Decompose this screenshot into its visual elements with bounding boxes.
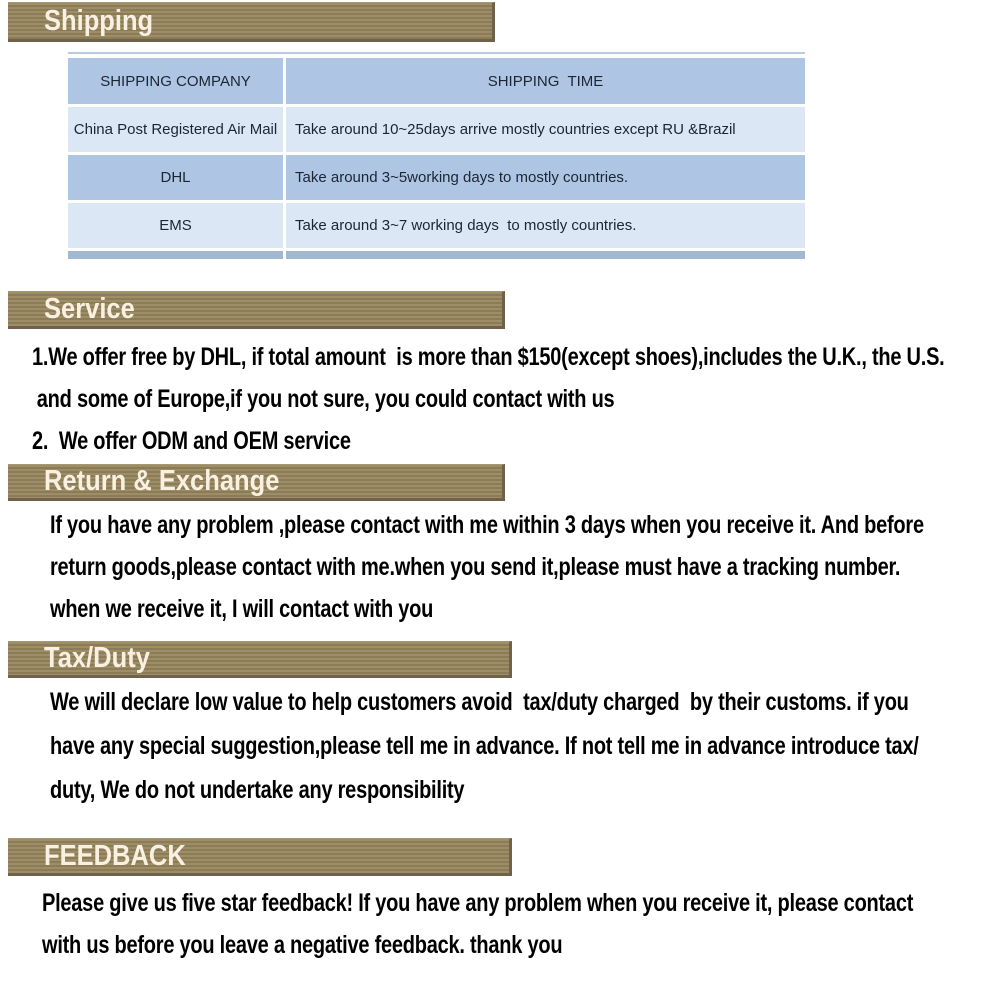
- tax-duty-text: [50, 680, 1000, 812]
- table-row: [68, 203, 805, 248]
- footer-strip-right: [286, 251, 805, 259]
- shipping-table-header-row: [68, 58, 805, 104]
- return-exchange-section-title: Return & Exchange: [44, 465, 280, 497]
- return-exchange-section-header: [8, 464, 505, 501]
- text-line: If you have any problem ,please contact with me within 3 days when you receive it. And before: [50, 511, 924, 539]
- shipping-time-cell: Take around 3~5working days to mostly countries.: [286, 155, 805, 200]
- text-line: with us before you leave a negative feedback. thank you: [42, 931, 563, 959]
- shipping-company-cell: EMS: [68, 203, 283, 248]
- text-line: duty, We do not undertake any responsibility: [50, 776, 465, 804]
- service-section-title: Service: [44, 292, 135, 325]
- shipping-company-header: SHIPPING COMPANY: [68, 58, 283, 104]
- shipping-table-footer-strip: [68, 251, 805, 259]
- shipping-table: [68, 52, 805, 259]
- feedback-section-header: [8, 838, 512, 876]
- feedback-text: [42, 882, 1000, 966]
- shipping-company-cell: China Post Registered Air Mail: [68, 107, 283, 152]
- shipping-time-header: SHIPPING TIME: [286, 58, 805, 104]
- shipping-section-header: [8, 2, 495, 42]
- text-line: and some of Europe,if you not sure, you could contact with us: [36, 385, 615, 413]
- text-line: 1.We offer free by DHL, if total amount is more than $150(except shoes),includes the U.K., the U.S.: [32, 343, 945, 371]
- feedback-section-title: FEEDBACK: [44, 839, 186, 872]
- text-line: when we receive it, I will contact with you: [50, 595, 434, 623]
- table-row: [68, 155, 805, 200]
- tax-duty-section-title: Tax/Duty: [44, 642, 150, 674]
- text-line: have any special suggestion,please tell me in advance. If not tell me in advance introduce tax/: [50, 732, 919, 760]
- text-line: return goods,please contact with me.when you send it,please must have a tracking number.: [50, 553, 901, 581]
- shipping-section-title: Shipping: [44, 4, 154, 37]
- shipping-company-cell: DHL: [68, 155, 283, 200]
- shipping-time-cell: Take around 10~25days arrive mostly countries except RU &Brazil: [286, 107, 805, 152]
- shipping-time-cell: Take around 3~7 working days to mostly countries.: [286, 203, 805, 248]
- text-line: Please give us five star feedback! If you have any problem when you receive it, please contact: [42, 889, 914, 917]
- service-text: [32, 336, 1000, 462]
- text-line: We will declare low value to help customers avoid tax/duty charged by their customs. if you: [50, 688, 909, 716]
- table-row: [68, 107, 805, 152]
- return-exchange-text: [50, 504, 1000, 630]
- text-line: 2. We offer ODM and OEM service: [32, 427, 351, 455]
- footer-strip-left: [68, 251, 283, 259]
- tax-duty-section-header: [8, 641, 512, 678]
- service-section-header: [8, 291, 505, 329]
